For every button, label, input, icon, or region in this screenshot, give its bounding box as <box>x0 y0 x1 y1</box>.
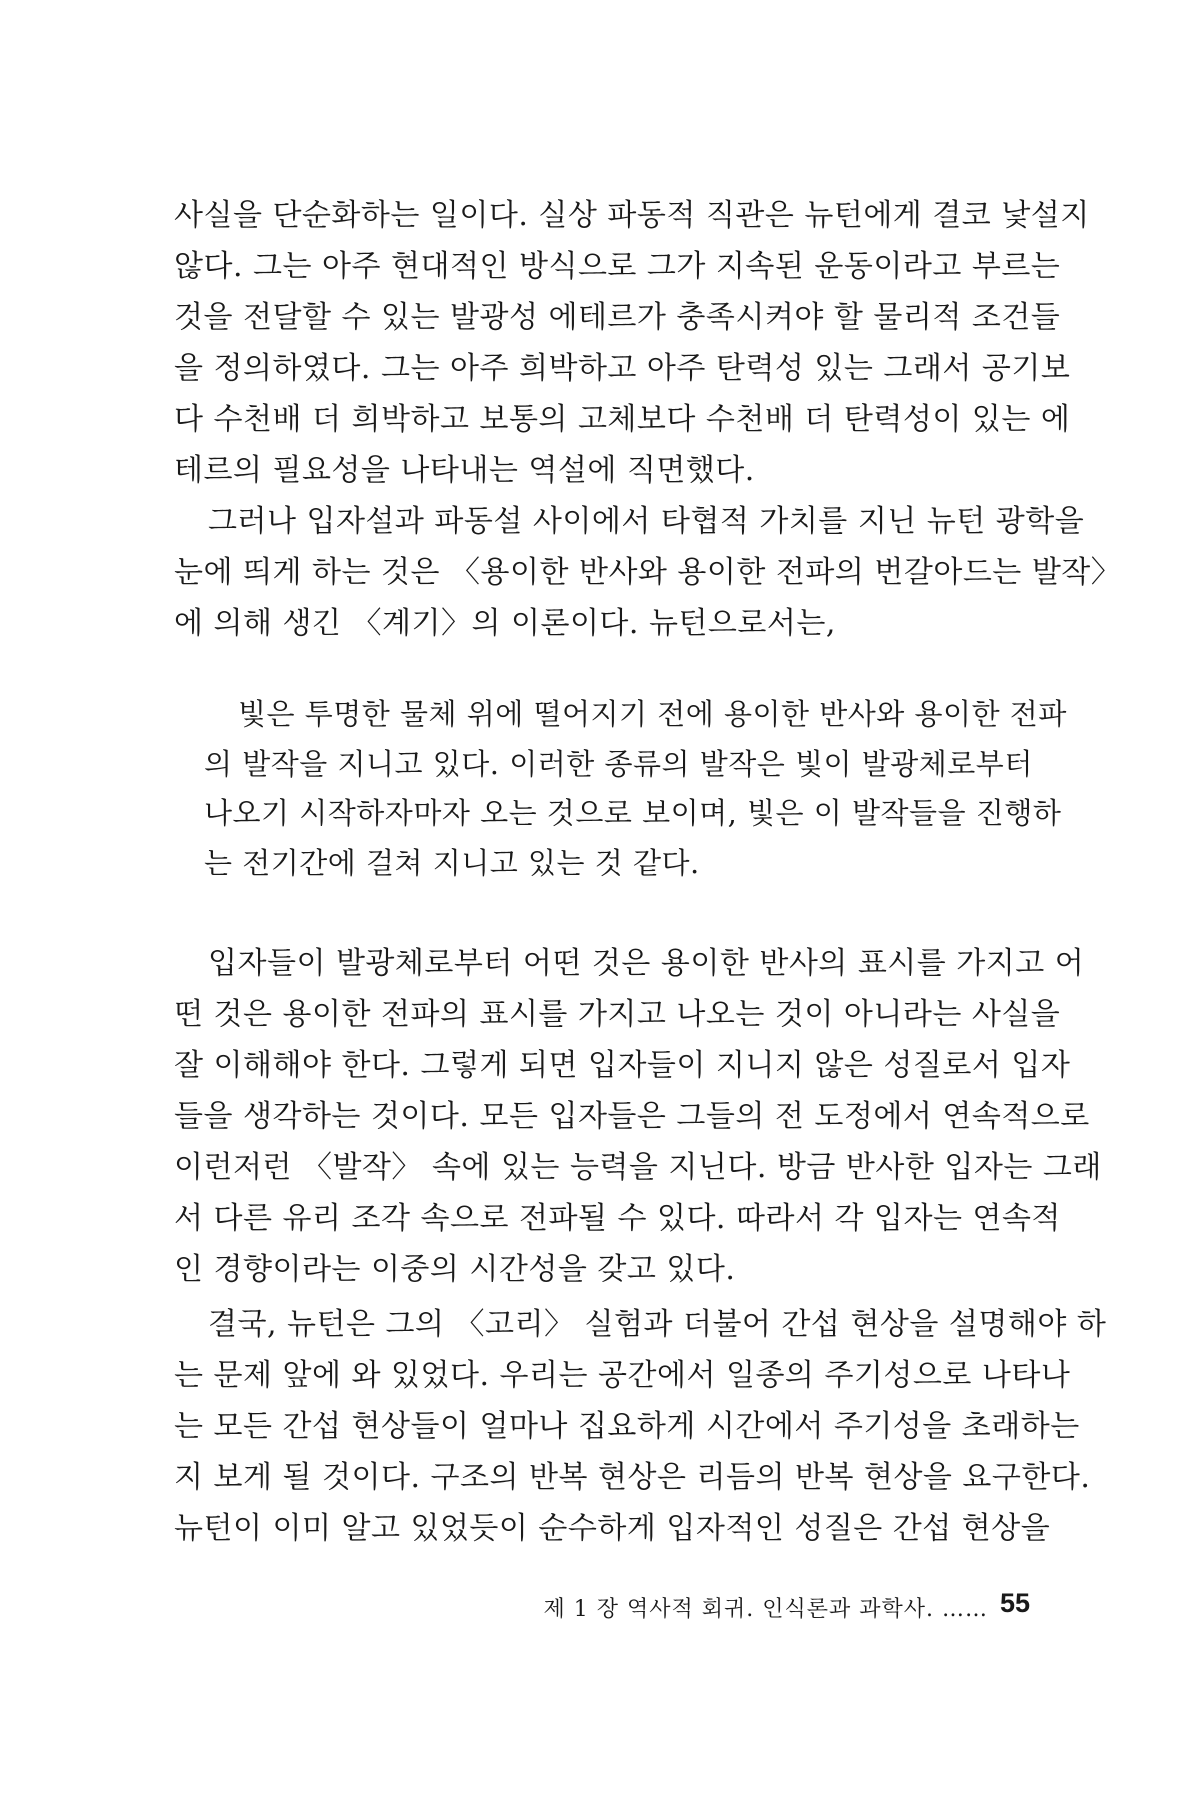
running-head: 제 1 장 역사적 회귀. 인식론과 과학사. …… <box>543 1597 988 1622</box>
page-number: 55 <box>1000 1588 1031 1618</box>
text-line: 들을 생각하는 것이다. 모든 입자들은 그들의 전 도정에서 연속적으로 <box>174 1099 1090 1134</box>
text-line: 지 보게 될 것이다. 구조의 반복 현상은 리듬의 반복 현상을 요구한다. <box>174 1460 1091 1495</box>
text-line: 서 다른 유리 조각 속으로 전파될 수 있다. 따라서 각 입자는 연속적 <box>174 1201 1061 1236</box>
text-line: 다 수천배 더 희박하고 보통의 고체보다 수천배 더 탄력성이 있는 에 <box>174 402 1071 437</box>
text-line: 인 경향이라는 이중의 시간성을 갖고 있다. <box>174 1252 736 1287</box>
quote-line: 는 전기간에 걸쳐 지니고 있는 것 같다. <box>204 845 700 880</box>
text-line: 테르의 필요성을 나타내는 역설에 직면했다. <box>174 453 755 488</box>
block-quote <box>204 690 1067 888</box>
paragraph-3 <box>174 938 1102 1295</box>
paragraph-1 <box>174 190 1090 496</box>
text-line: 그러나 입자설과 파동설 사이에서 타협적 가치를 지닌 뉴턴 광학을 <box>208 504 1085 539</box>
text-line: 눈에 띄게 하는 것은 〈용이한 반사와 용이한 전파의 번갈아드는 발작〉 <box>174 555 1122 590</box>
text-line: 떤 것은 용이한 전파의 표시를 가지고 나오는 것이 아니라는 사실을 <box>174 997 1061 1032</box>
paragraph-2 <box>174 496 1122 649</box>
text-line: 않다. 그는 아주 현대적인 방식으로 그가 지속된 운동이라고 부르는 <box>174 249 1061 284</box>
text-line: 결국, 뉴턴은 그의 〈고리〉 실험과 더불어 간섭 현상을 설명해야 하 <box>208 1307 1107 1342</box>
text-line: 입자들이 발광체로부터 어떤 것은 용이한 반사의 표시를 가지고 어 <box>208 946 1085 981</box>
text-line: 에 의해 생긴 〈계기〉의 이론이다. 뉴턴으로서는, <box>174 606 836 641</box>
text-line: 이런저런 〈발작〉 속에 있는 능력을 지닌다. 방금 반사한 입자는 그래 <box>174 1150 1102 1185</box>
text-line: 을 정의하였다. 그는 아주 희박하고 아주 탄력성 있는 그래서 공기보 <box>174 351 1071 386</box>
quote-line: 의 발작을 지니고 있다. 이러한 종류의 발작은 빛이 발광체로부터 <box>204 746 1033 781</box>
text-line: 뉴턴이 이미 알고 있었듯이 순수하게 입자적인 성질은 간섭 현상을 <box>174 1511 1051 1546</box>
text-line: 것을 전달할 수 있는 발광성 에테르가 충족시켜야 할 물리적 조건들 <box>174 300 1061 335</box>
text-line: 잘 이해해야 한다. 그렇게 되면 입자들이 지니지 않은 성질로서 입자 <box>174 1048 1071 1083</box>
text-line: 는 모든 간섭 현상들이 얼마나 집요하게 시간에서 주기성을 초래하는 <box>174 1409 1080 1444</box>
quote-line: 나오기 시작하자마자 오는 것으로 보이며, 빛은 이 발작들을 진행하 <box>204 796 1062 830</box>
paragraph-4 <box>174 1299 1107 1554</box>
text-line: 는 문제 앞에 와 있었다. 우리는 공간에서 일종의 주기성으로 나타나 <box>174 1358 1071 1393</box>
page-footer <box>0 1588 1200 1628</box>
text-line: 사실을 단순화하는 일이다. 실상 파동적 직관은 뉴턴에게 결코 낯설지 <box>174 198 1090 233</box>
quote-line: 빛은 투명한 물체 위에 떨어지기 전에 용이한 반사와 용이한 전파 <box>238 697 1067 731</box>
